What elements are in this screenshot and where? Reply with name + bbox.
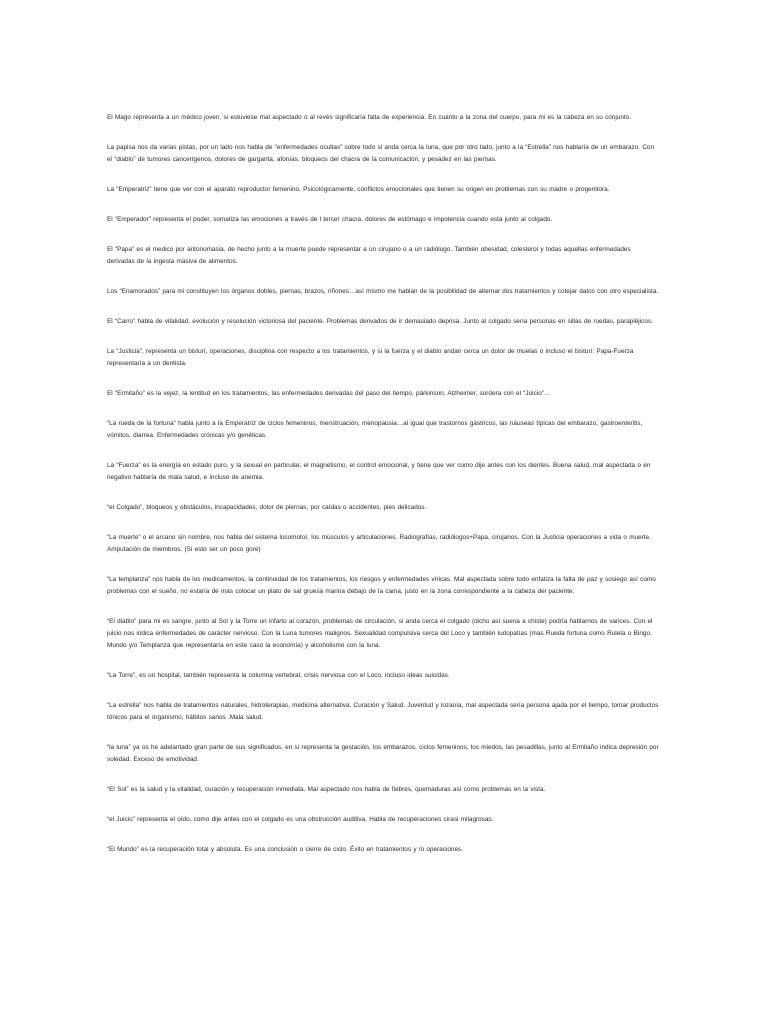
paragraph-templanza: “La templanza” nos habla de los medicamentos, la continuidad de los tratamientos, los riesgos y enfermedades víricas. Mal aspectada sobre todo enfatiza la falta de paz y sosiego así como problemas con el sueño, no estaría de más colocar un plato de sal gruesa marina debajo de la cama, justo en la zona correspondiente a la cabeza del paciente. [107,576,656,595]
paragraph-rueda-fortuna: “La rueda de la fortuna” habla junto a la Emperatriz de ciclos femeninos, menstruación, menopausia…al igual que trastornos gástricos, las náuseas típicas del embarazo, gastroenteritis, vómitos, diarrea. Enfermedades crónicas y/o genéticas. [107,420,643,439]
paragraph-fuerza: La “Fuerza” es la energía en estado puro, y la sexual en particular, el magnetismo, el control emocional, y tiene que ver como dije antes con los dientes. Buena salud, mal aspectada o en negativo hablaría de mala salud, e incluso de anemia. [107,462,651,481]
paragraph-sol: “El Sol” es la salud y la vitalidad, curación y recuperación inmediata. Mal aspectado nos habla de fiebres, quemaduras así como problemas en la vista. [107,786,546,793]
paragraph-mundo: “El Mundo” es la recuperación total y absoluta. Es una conclusión o cierre de ciclo. Éxito en tratamientos y /o operaciones. [107,846,463,853]
paragraph-justicia: La “Justicia”, representa un bisturí, operaciones, disciplina con respecto a los tratamientos, y si la fuerza y el diablo andan cerca un dolor de muelas o incluso el bisturí: Papa-Fuerza representaría a un dentista. [107,348,634,367]
paragraph-muerte: “La muerte” o el arcano sin nombre, nos habla del sistema locomotor, los músculos y articulaciones. Radiografías, radiólogos+Papa, cirujanos. Con la Justicia operaciones a vida o muerte. Amputación de miembros. (Si esto ser un poco gore) [107,534,651,553]
paragraph-papisa: La papisa nos da varias pistas, por un lado nos habla de “enfermedades ocultas” sobre todo si anda cerca la luna, que por otro lado, junto a la “Estrella” nos hablaría de un embarazo. Con el “diablo” de tumores cancerígenos, dolores de garganta, afonías, bloqueos del chacra de la comunicación, y pesadez en las piernas. [107,144,655,163]
paragraph-estrella: “La estrella” nos habla de tratamientos naturales, hidroterapias, medicina alternativa. Curación y Salud. Juventud y lozanía, mal aspectada sería persona ajada por el tiempo, tomar productos tónicos para el organismo, hábitos sanos .Mala salud. [107,702,659,721]
paragraph-carro: El “Carro” habla de vitalidad, evolución y resolución victoriosa del paciente. Problemas derivados de ir demasiado deprisa. Junto al colgado sería personas en sillas de ruedas, parapléjicos. [107,318,653,325]
paragraph-diablo: “El diablo” para mi es sangre, junto al Sol y la Torre un infarto al corazón, problemas de circulación, si anda cerca el colgado (dicho así suena a chiste) podría hablarnos de varices. Con el juicio nos indica enfermedades de carácter nervioso. Con la Luna tumores malignos. Sexualidad compulsiva cerca del Loco y también ludopatías (mas Rueda fortuna como Ruleta o Bingo, Mundo y/o Templanza que representaría en este caso la economía) y alcoholismo con la luna. [107,618,653,649]
paragraph-papa: El “Papa” es el medico por antonomasia, de hecho junto a la muerte puede representar a un cirujano o a un radiólogo. También obesidad, colesterol y todas aquellas enfermedades derivadas de la ingesta masiva de alimentos. [107,246,631,265]
paragraph-torre: “La Torre”, es un hospital, también representa la columna vertebral, crisis nerviosa con el Loco, incluso ideas suicidas. [107,672,450,679]
paragraph-colgado: “el Colgado”, bloqueos y obstáculos, incapacidades, dolor de piernas, por caídas o accidentes, pies delicados. [107,504,427,511]
paragraph-ermitano: El “Ermitaño” es la vejez, la lentitud en los tratamientos, las enfermedades derivadas del paso del tiempo, párkinson, Alzheimer, sordera con el “Juicio”… [107,390,551,397]
paragraph-emperador: El “Emperador” representa el poder, somatiza las emociones a través de l tercer chacra, dolores de estómago e impotencia cuando esta junto al colgado. [107,216,553,223]
paragraph-enamorados: Los “Enamorados” para mi constituyen los órganos dobles, piernas, brazos, riñones…así mismo me hablan de la posibilidad de alternar dos tratamientos y cotejar datos con otro especialista. [107,288,659,295]
paragraph-emperatriz: La “Emperatriz” tiene que ver con el aparato reproductor femenino. Psicológicamente, conflictos emocionales que tienen su origen en problemas con su madre o progenitora. [107,186,610,193]
document-page [107,112,660,874]
paragraph-juicio: “el Juicio” representa el oído, como dije antes con el colgado es una obstrucción auditiva. Habla de recuperaciones cirasi milagrosas. [107,816,494,823]
paragraph-luna: “la luna” ya os he adelantado gran parte de sus significados, en si representa la gestación, los embarazos, ciclos femeninos, los miedos, las pesadillas, junto al Ermitaño indica depresión por soledad. Exceso de emotividad. [107,744,659,763]
paragraph-mago: El Mago representa a un médico joven, si estuviese mal aspectado o al revés significaría falta de experiencia. En cuanto a la zona del cuerpo, para mi es la cabeza en su conjunto. [107,114,631,121]
